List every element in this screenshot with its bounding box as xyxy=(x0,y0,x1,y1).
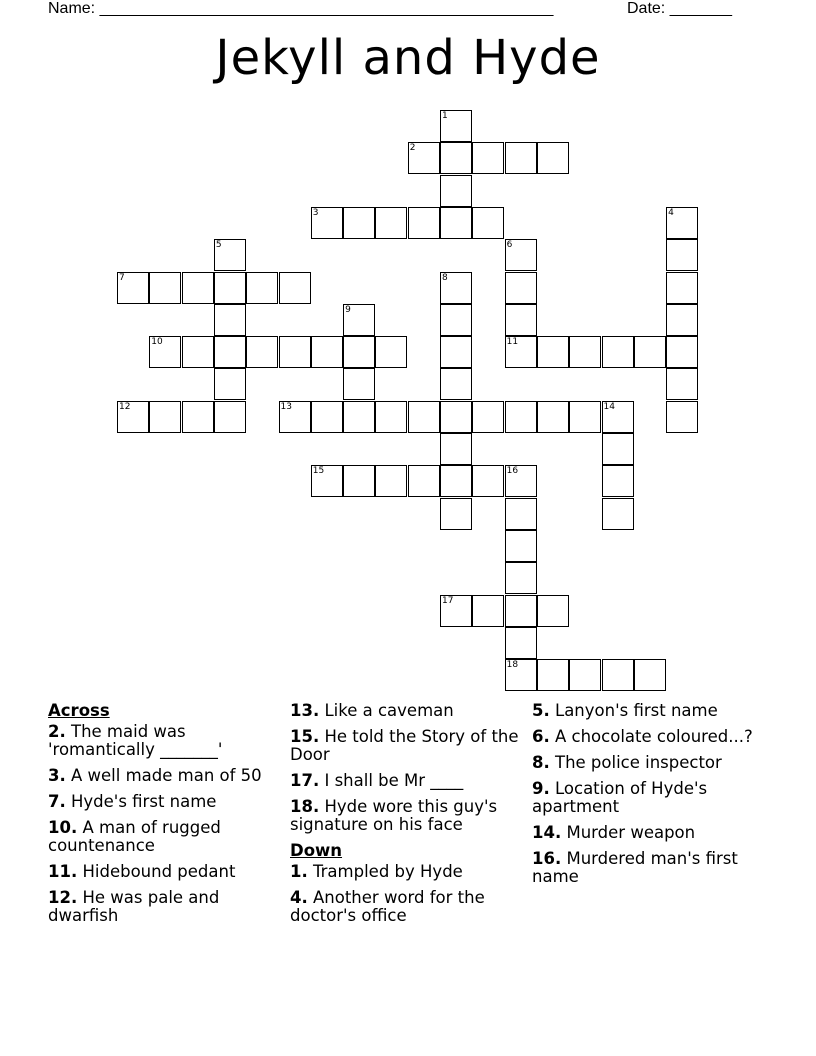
grid-cell[interactable] xyxy=(343,304,375,336)
grid-cell[interactable] xyxy=(440,110,472,142)
clue-text: Hyde wore this guy's signature on his face xyxy=(290,797,498,834)
cell-number: 6 xyxy=(506,240,513,251)
clue-item xyxy=(532,754,762,772)
clue-number: 9. xyxy=(532,779,550,798)
grid-cell[interactable] xyxy=(569,401,601,433)
grid-cell[interactable] xyxy=(214,336,246,368)
grid-cell[interactable] xyxy=(569,659,601,691)
grid-cell[interactable] xyxy=(440,433,472,465)
clue-text: Like a caveman xyxy=(319,701,454,720)
grid-cell[interactable] xyxy=(666,401,698,433)
grid-cell[interactable] xyxy=(505,401,537,433)
clue-text: A well made man of 50 xyxy=(65,766,262,785)
grid-cell[interactable] xyxy=(440,595,472,627)
grid-cell[interactable] xyxy=(505,562,537,594)
clue-item xyxy=(290,702,522,720)
clue-text: Location of Hyde's apartment xyxy=(532,779,708,816)
grid-cell[interactable] xyxy=(311,336,343,368)
grid-cell[interactable] xyxy=(505,142,537,174)
grid-cell[interactable] xyxy=(214,368,246,400)
clue-item xyxy=(290,728,522,764)
grid-cell[interactable] xyxy=(666,272,698,304)
clue-number: 7. xyxy=(48,792,66,811)
grid-cell[interactable] xyxy=(214,401,246,433)
clue-number: 18. xyxy=(290,797,320,816)
clue-text: Another word for the doctor's office xyxy=(290,888,485,925)
grid-cell[interactable] xyxy=(311,401,343,433)
clue-number: 3. xyxy=(48,766,66,785)
grid-cell[interactable] xyxy=(505,304,537,336)
grid-cell[interactable] xyxy=(408,401,440,433)
cell-number: 2 xyxy=(409,143,416,154)
clue-item xyxy=(48,819,278,855)
grid-cell[interactable] xyxy=(472,465,504,497)
grid-cell[interactable] xyxy=(246,336,278,368)
clue-text: Hidebound pedant xyxy=(77,862,236,881)
clue-number: 2. xyxy=(48,722,66,741)
grid-cell[interactable] xyxy=(375,401,407,433)
clue-number: 15. xyxy=(290,727,320,746)
grid-cell[interactable] xyxy=(149,272,181,304)
cell-number: 16 xyxy=(506,466,519,477)
grid-cell[interactable] xyxy=(408,465,440,497)
grid-cell[interactable] xyxy=(472,207,504,239)
grid-cell[interactable] xyxy=(440,336,472,368)
grid-cell[interactable] xyxy=(505,498,537,530)
grid-cell[interactable] xyxy=(505,336,537,368)
grid-cell[interactable] xyxy=(634,659,666,691)
clue-item xyxy=(532,728,762,746)
grid-cell[interactable] xyxy=(505,659,537,691)
grid-cell[interactable] xyxy=(117,401,149,433)
cell-number: 5 xyxy=(215,240,222,251)
grid-cell[interactable] xyxy=(472,142,504,174)
clue-number: 14. xyxy=(532,823,562,842)
grid-cell[interactable] xyxy=(375,465,407,497)
name-field-label: Name: ___________________________________________________ xyxy=(48,0,554,17)
clue-text: Hyde's first name xyxy=(65,792,217,811)
clue-number: 11. xyxy=(48,862,78,881)
grid-cell[interactable] xyxy=(343,465,375,497)
cell-number: 1 xyxy=(442,111,448,121)
grid-cell[interactable] xyxy=(214,304,246,336)
clue-number: 1. xyxy=(290,862,308,881)
clue-item xyxy=(48,793,278,811)
grid-cell[interactable] xyxy=(408,142,440,174)
clue-number: 17. xyxy=(290,771,320,790)
grid-cell[interactable] xyxy=(214,239,246,271)
clue-item xyxy=(532,780,762,816)
grid-cell[interactable] xyxy=(505,239,537,271)
grid-cell[interactable] xyxy=(408,207,440,239)
grid-cell[interactable] xyxy=(440,175,472,207)
grid-cell[interactable] xyxy=(440,368,472,400)
cell-number: 4 xyxy=(668,207,674,218)
grid-cell[interactable] xyxy=(634,336,666,368)
grid-cell[interactable] xyxy=(472,401,504,433)
down-heading: Down xyxy=(290,841,343,860)
clue-text: He told the Story of the Door xyxy=(290,727,519,764)
grid-cell[interactable] xyxy=(505,627,537,659)
grid-cell[interactable] xyxy=(537,142,569,174)
grid-cell[interactable] xyxy=(537,336,569,368)
grid-cell[interactable] xyxy=(666,336,698,368)
grid-cell[interactable] xyxy=(440,465,472,497)
grid-cell[interactable] xyxy=(279,336,311,368)
grid-cell[interactable] xyxy=(505,530,537,562)
grid-cell[interactable] xyxy=(602,336,634,368)
grid-cell[interactable] xyxy=(666,304,698,336)
clue-number: 12. xyxy=(48,888,78,907)
grid-cell[interactable] xyxy=(440,498,472,530)
cell-number: 3 xyxy=(312,207,319,218)
grid-cell[interactable] xyxy=(569,336,601,368)
cell-number: 13 xyxy=(280,401,292,412)
grid-cell[interactable] xyxy=(343,401,375,433)
grid-cell[interactable] xyxy=(440,272,472,304)
grid-cell[interactable] xyxy=(440,207,472,239)
clue-text: A chocolate coloured...? xyxy=(549,727,753,746)
grid-cell[interactable] xyxy=(182,272,214,304)
grid-cell[interactable] xyxy=(666,207,698,239)
grid-cell[interactable] xyxy=(602,659,634,691)
clue-item xyxy=(290,772,522,790)
grid-cell[interactable] xyxy=(375,207,407,239)
grid-cell[interactable] xyxy=(602,498,634,530)
grid-cell[interactable] xyxy=(666,239,698,271)
clue-text: The police inspector xyxy=(549,753,722,772)
clue-item xyxy=(532,850,762,886)
page-title: Jekyll and Hyde xyxy=(215,30,601,86)
grid-cell[interactable] xyxy=(182,336,214,368)
cell-number: 11 xyxy=(506,337,519,348)
grid-cell[interactable] xyxy=(279,401,311,433)
clue-number: 10. xyxy=(48,818,78,837)
grid-cell[interactable] xyxy=(117,272,149,304)
grid-cell[interactable] xyxy=(311,207,343,239)
clue-text: A man of rugged countenance xyxy=(48,818,221,855)
clue-text: The maid was 'romantically _______' xyxy=(48,722,223,759)
grid-cell[interactable] xyxy=(343,207,375,239)
cell-number: 9 xyxy=(345,304,351,315)
grid-cell[interactable] xyxy=(602,433,634,465)
grid-cell[interactable] xyxy=(343,368,375,400)
cell-number: 14 xyxy=(603,401,615,412)
grid-cell[interactable] xyxy=(182,401,214,433)
grid-cell[interactable] xyxy=(343,336,375,368)
clue-text: Murder weapon xyxy=(561,823,696,842)
clues-column-2 xyxy=(290,702,522,933)
grid-cell[interactable] xyxy=(440,142,472,174)
clues-column-3 xyxy=(532,702,762,894)
grid-cell[interactable] xyxy=(440,304,472,336)
clue-item xyxy=(48,723,278,759)
clue-number: 6. xyxy=(532,727,550,746)
cell-number: 10 xyxy=(151,337,163,348)
cell-number: 7 xyxy=(119,272,125,283)
grid-cell[interactable] xyxy=(537,595,569,627)
cell-number: 17 xyxy=(442,595,454,606)
cell-number: 15 xyxy=(312,466,325,477)
clue-text: Lanyon's first name xyxy=(549,701,718,720)
clue-item xyxy=(290,889,522,925)
grid-cell[interactable] xyxy=(246,272,278,304)
grid-cell[interactable] xyxy=(505,272,537,304)
clue-item xyxy=(532,824,762,842)
clue-number: 16. xyxy=(532,849,562,868)
clues-column-1 xyxy=(48,702,278,933)
grid-cell[interactable] xyxy=(214,272,246,304)
grid-cell[interactable] xyxy=(666,368,698,400)
date-field-label: Date: _______ xyxy=(627,0,732,17)
clue-item xyxy=(532,702,762,720)
clue-text: Murdered man's first name xyxy=(532,849,738,886)
grid-cell[interactable] xyxy=(602,465,634,497)
clue-item xyxy=(48,863,278,881)
grid-cell[interactable] xyxy=(505,465,537,497)
grid-cell[interactable] xyxy=(149,401,181,433)
grid-cell[interactable] xyxy=(279,272,311,304)
grid-cell[interactable] xyxy=(311,465,343,497)
across-heading: Across xyxy=(48,701,110,720)
clue-text: I shall be Mr ____ xyxy=(319,771,464,790)
grid-cell[interactable] xyxy=(537,401,569,433)
clue-number: 4. xyxy=(290,888,308,907)
grid-cell[interactable] xyxy=(537,659,569,691)
clue-number: 5. xyxy=(532,701,550,720)
cell-number: 18 xyxy=(506,660,519,671)
grid-cell[interactable] xyxy=(149,336,181,368)
grid-cell[interactable] xyxy=(375,336,407,368)
clue-item xyxy=(290,798,522,834)
clue-number: 8. xyxy=(532,753,550,772)
grid-cell[interactable] xyxy=(505,595,537,627)
clue-text: Trampled by Hyde xyxy=(307,862,463,881)
clue-item xyxy=(48,889,278,925)
clue-text: He was pale and dwarfish xyxy=(48,888,220,925)
clue-item xyxy=(290,863,522,881)
cell-number: 8 xyxy=(442,272,448,283)
cell-number: 12 xyxy=(119,401,131,412)
clue-number: 13. xyxy=(290,701,320,720)
grid-cell[interactable] xyxy=(440,401,472,433)
clue-item xyxy=(48,767,278,785)
grid-cell[interactable] xyxy=(602,401,634,433)
grid-cell[interactable] xyxy=(472,595,504,627)
